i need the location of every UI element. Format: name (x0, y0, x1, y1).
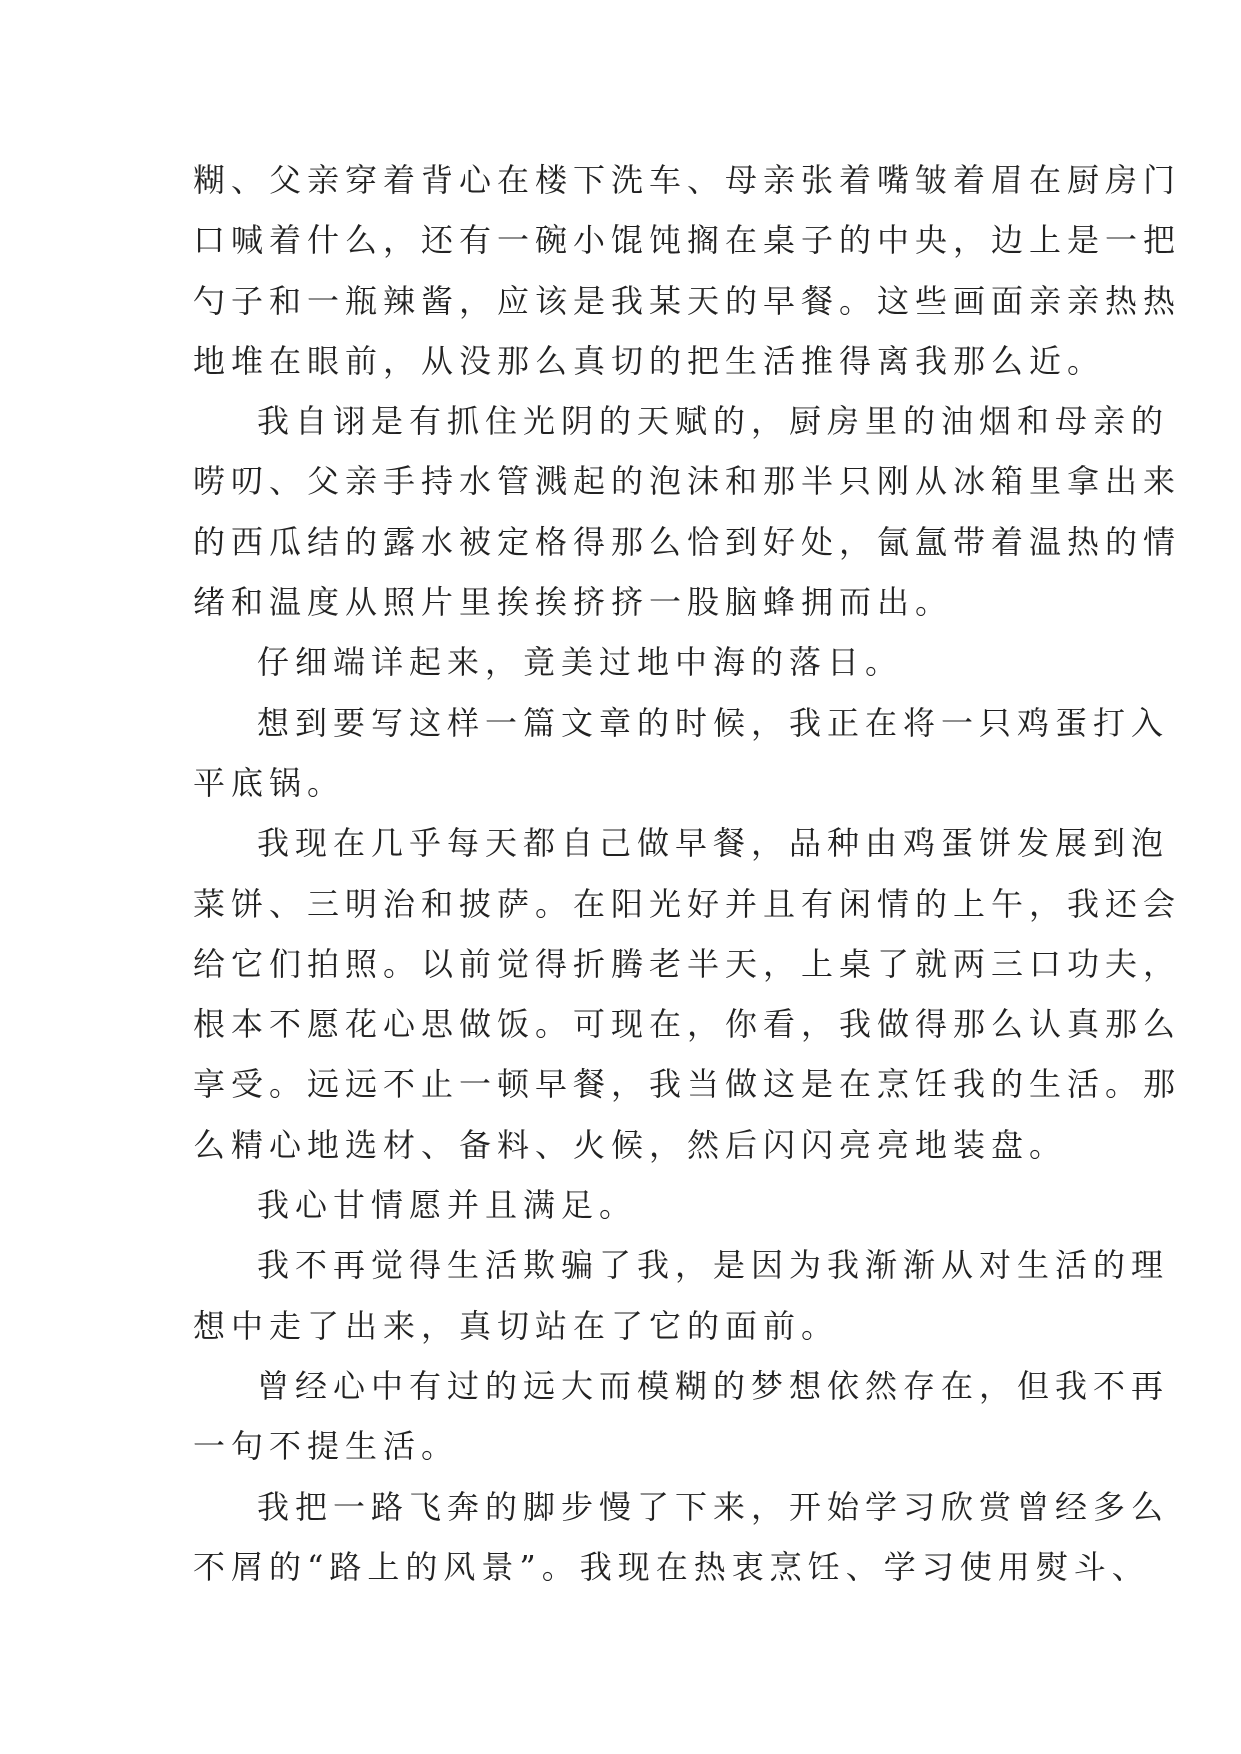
paragraph-first-line: 我心甘情愿并且满足。 (257, 1186, 638, 1225)
text-line: 地堆在眼前，从没那么真切的把生活推得离我那么近。 (193, 341, 1106, 380)
paragraph-first-line: 我自诩是有抓住光阴的天赋的，厨房里的油烟和母亲的 (257, 402, 1170, 441)
text-line: 根本不愿花心思做饭。可现在，你看，我做得那么认真那么 (193, 1005, 1182, 1044)
paragraph-first-line: 曾经心中有过的远大而模糊的梦想依然存在，但我不再 (257, 1366, 1170, 1405)
text-line: 糊、父亲穿着背心在楼下洗车、母亲张着嘴皱着眉在厨房门 (193, 161, 1182, 199)
text-line: 给它们拍照。以前觉得折腾老半天，上桌了就两三口功夫， (193, 944, 1182, 983)
text-line: 绪和温度从照片里挨挨挤挤一股脑蜂拥而出。 (193, 583, 954, 622)
text-line: 想中走了出来，真切站在了它的面前。 (193, 1306, 840, 1345)
paragraph-first-line: 我不再觉得生活欺骗了我，是因为我渐渐从对生活的理 (257, 1246, 1170, 1285)
paragraph-first-line: 仔细端详起来，竟美过地中海的落日。 (257, 643, 904, 682)
text-line: 么精心地选材、备料、火候，然后闪闪亮亮地装盘。 (193, 1125, 1068, 1164)
text-line: 勺子和一瓶辣酱，应该是我某天的早餐。这些画面亲亲热热 (193, 281, 1182, 320)
document-body (193, 150, 1182, 1597)
text-line: 口喊着什么，还有一碗小馄饨搁在桌子的中央，边上是一把 (193, 221, 1182, 260)
text-line: 的西瓜结的露水被定格得那么恰到好处，氤氲带着温热的情 (193, 522, 1182, 561)
text-line: 享受。远远不止一顿早餐，我当做这是在烹饪我的生活。那 (193, 1065, 1182, 1104)
paragraph-first-line: 我现在几乎每天都自己做早餐，品种由鸡蛋饼发展到泡 (257, 824, 1170, 863)
text-line: 平底锅。 (193, 763, 346, 802)
text-line: 菜饼、三明治和披萨。在阳光好并且有闲情的上午，我还会 (193, 884, 1182, 923)
text-line: 唠叨、父亲手持水管溅起的泡沫和那半只刚从冰箱里拿出来 (193, 462, 1182, 501)
text-line: 一句不提生活。 (193, 1427, 460, 1466)
paragraph-first-line: 想到要写这样一篇文章的时候，我正在将一只鸡蛋打入 (257, 703, 1170, 742)
paragraph-first-line: 我把一路飞奔的脚步慢了下来，开始学习欣赏曾经多么 (257, 1487, 1170, 1526)
text-line: 不屑的“路上的风景”。我现在热衷烹饪、学习使用熨斗、 (193, 1547, 1150, 1586)
